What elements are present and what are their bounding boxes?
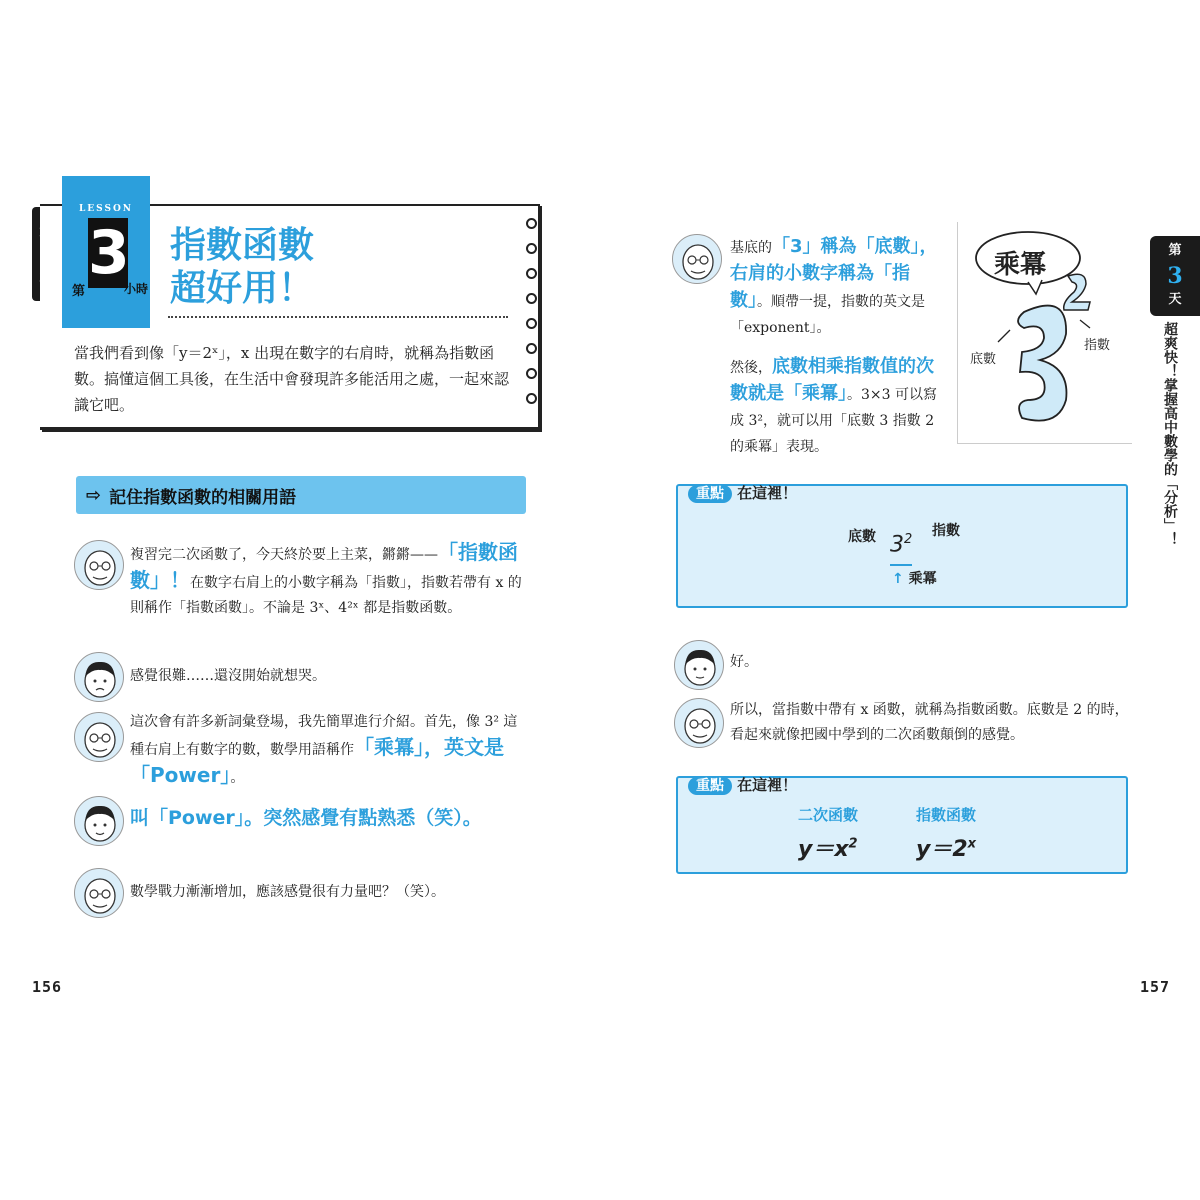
point1-power (892, 568, 937, 588)
key-point-header (688, 774, 797, 795)
teacher-avatar (674, 698, 724, 748)
point2-col2-label: 指數函數 (916, 806, 977, 824)
teacher-face-icon (675, 699, 724, 748)
point2-col2-formula (916, 832, 976, 863)
dialogue-5: 數學戰力漸漸增加，應該感覺很有力量吧？（笑）。 (130, 884, 445, 900)
point1-power-label: 乘冪 (908, 571, 937, 587)
explanation-p2-pre: 然後， (730, 360, 772, 376)
key-point-heading: 在這裡！ (737, 484, 798, 502)
lesson-title (170, 224, 314, 310)
student-avatar (674, 640, 724, 690)
dialogue-3-post: 。 (230, 770, 245, 786)
student-face-icon (75, 653, 124, 702)
student-avatar (74, 796, 124, 846)
up-arrow-icon: ↑ (892, 571, 904, 587)
teacher-face-icon (75, 713, 124, 762)
section-heading (76, 476, 526, 514)
binder-rings (526, 218, 542, 418)
point2-col1-label: 二次函數 (798, 806, 859, 824)
illus-base-label: 底數 (970, 352, 997, 367)
illus-exponent-label: 指數 (1084, 338, 1111, 353)
title-divider (168, 316, 508, 318)
lesson-intro: 當我們看到像「y＝2ˣ」，x 出現在數字的右肩時，就稱為指數函數。搞懂這個工具後，在生活中會發現許多能活用之處，一起來認識它吧。 (74, 344, 510, 414)
teacher-avatar (74, 540, 124, 590)
point2-col1-base: y＝x (798, 837, 849, 862)
explanation-p1 (730, 234, 940, 341)
point2-col1-formula (798, 832, 858, 863)
dialogue-3 (130, 710, 530, 791)
key-point-box-2 (676, 776, 1128, 874)
lesson-label: LESSON (78, 204, 134, 214)
key-point-tag: 重點 (688, 485, 732, 503)
explanation-p1-post: 。順帶一提，指數的英文是「exponent」。 (730, 294, 925, 336)
section-title: 記住指數函數的相關用語 (109, 487, 297, 508)
day-number: 3 (1167, 262, 1183, 289)
point2-col2-exp: x (967, 836, 977, 852)
key-point-header (688, 482, 797, 503)
teacher-avatar (74, 712, 124, 762)
explanation-p1-highlight: 「3」稱為「底數」，右肩的小數字稱為「指數」 (730, 236, 938, 311)
dialogue-3-pre: 這次會有許多新詞彙登場，我先簡單進行介紹。首先，像 3² 這種右肩上有數字的數，數學用語稱作 (130, 714, 518, 758)
dialogue-2: 感覺很難……還沒開始就想哭。 (130, 668, 326, 684)
explanation-p2-highlight: 底數相乘指數值的次數就是「乘冪」 (730, 356, 934, 404)
lesson-unit: 小時 (124, 282, 149, 296)
dialogue-right-2: 所以，當指數中帶有 x 函數，就稱為指數函數。底數是 2 的時，看起來就像把國中學到的二次函數顛倒的感覺。 (730, 702, 1129, 743)
key-point-tag: 重點 (688, 777, 732, 795)
lesson-di: 第 (72, 284, 86, 299)
student-avatar (74, 652, 124, 702)
dialogue-1-pre: 複習完二次函數了，今天終於要上主菜，鏘鏘—— (130, 547, 438, 563)
dialogue-4-highlight: 叫「Power」。突然感覺有點熟悉（笑）。 (130, 807, 482, 829)
point1-exponent: 2 (904, 532, 913, 547)
student-face-icon (675, 641, 724, 690)
teacher-avatar (74, 868, 124, 918)
student-face-icon (75, 797, 124, 846)
dialogue-1 (130, 540, 530, 621)
dialogue-3-highlight: 「乘冪」，英文是「Power」 (130, 735, 504, 787)
point1-underline (890, 564, 912, 566)
dialogue-4 (130, 806, 530, 833)
day-tab-right (1150, 236, 1200, 316)
illus-bubble-text: 乘冪 (994, 250, 1047, 280)
key-point-heading: 在這裡！ (737, 776, 798, 794)
explanation-p2-post: 。3×3 可以寫成 3²，就可以用「底數 3 指數 2 的乘冪」表現。 (730, 387, 937, 455)
dialogue-1-post: 在數字右肩上的小數字稱為「指數」，指數若帶有 x 的則稱作「指數函數」。不論是 3ˣ、4²ˣ 都是指數函數。 (130, 575, 522, 616)
lesson-ribbon (62, 176, 150, 328)
dialogue-right-1: 好。 (730, 654, 758, 670)
point1-formula (890, 532, 912, 557)
dialogue-1-highlight: 「指數函數」！ (130, 540, 518, 592)
teacher-face-icon (673, 235, 722, 284)
power-illustration (957, 222, 1132, 444)
day-prefix: 第 (1168, 243, 1182, 259)
explanation-p2 (730, 354, 940, 460)
point2-col1-exp: 2 (848, 836, 858, 852)
point1-exponent-label: 指數 (932, 523, 960, 539)
lesson-title-line1: 指數函數 (170, 225, 315, 266)
point2-col2-base: y＝2 (916, 837, 968, 862)
lesson-number: 3 (88, 218, 130, 288)
chapter-running-title: 超爽快！掌握高中數學的「分析」！ (1162, 322, 1178, 546)
point1-base-label: 底數 (848, 529, 876, 545)
day-suffix: 天 (1168, 292, 1182, 308)
key-point-box-1 (676, 484, 1128, 608)
teacher-avatar (672, 234, 722, 284)
teacher-face-icon (75, 541, 124, 590)
point1-base: 3 (890, 532, 904, 558)
teacher-face-icon (75, 869, 124, 918)
explanation-p1-pre: 基底的 (730, 240, 772, 256)
arrow-right-icon: ⇨ (86, 484, 102, 506)
page-number-left: 156 (32, 978, 63, 996)
lesson-title-line2: 超好用！ (170, 268, 315, 309)
page-number-right: 157 (1140, 978, 1171, 996)
